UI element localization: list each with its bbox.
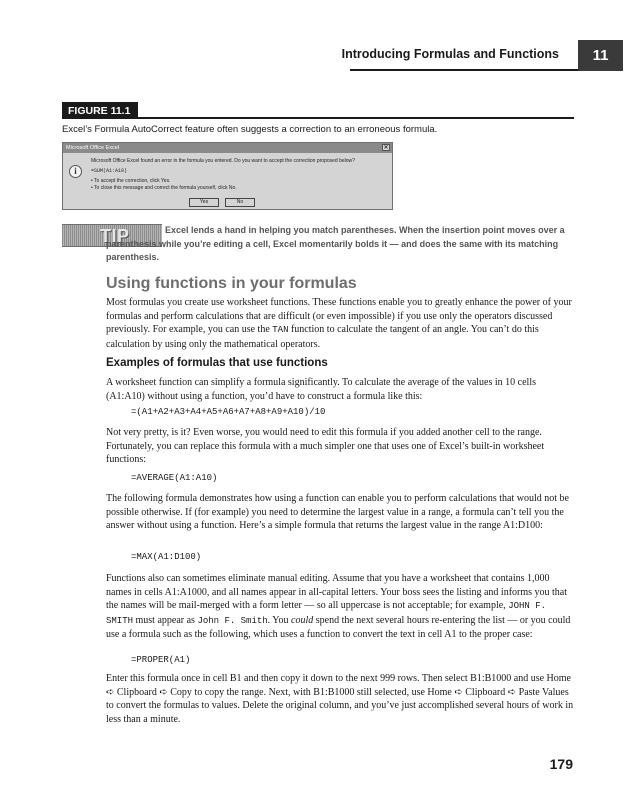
paragraph-5: Enter this formula once in cell B1 and then copy it down to the next 999 rows. Then select B1:B1000 and use Home ➪ Clipboard ➪ Copy to copy the range. Next, with B1:B1000 still selected, use Home ➪ Clipboard ➪ Paste Values to convert the formulas to values. Delete the original column, and you’ve just accomplished several hours of work in less than a minute. (106, 673, 574, 725)
name-propercase: John F. Smith (197, 615, 268, 626)
code-max: =MAX(A1:D100) (131, 552, 202, 562)
chapter-title: Introducing Formulas and Functions (341, 47, 559, 61)
figure-rule (62, 117, 574, 119)
chapter-number: 11 (578, 40, 623, 71)
dialog-proposal: =SUM(A1:A10) (91, 168, 128, 174)
code-average: =AVERAGE(A1:A10) (131, 473, 218, 483)
dialog-bullet-yes: • To accept the correction, click Yes. (91, 178, 171, 184)
paragraph-2: Not very pretty, is it? Even worse, you would need to edit this formula if you added another cell to the range. Fortunately, you can replace this formula with a much simpler one that uses one of Excel’s built-in worksheet functions: (106, 427, 545, 466)
header-rule (350, 69, 578, 71)
no-button[interactable]: No (225, 198, 255, 207)
figure-caption: Excel’s Formula AutoCorrect feature often suggests a correction to an erroneous formula. (62, 124, 438, 135)
subheading: Examples of formulas that use functions (106, 357, 328, 369)
intro-paragraph: Most formulas you create use worksheet functions. These functions enable you to greatly enhance the power of your formulas and perform calculations that are difficult (or even impossible) if you use only the operators discussed previously. For example, you can use the TAN function to calculate the tangent of an angle. You can’t do this calculation by using only the mathematical operators. (106, 297, 572, 350)
autocorrect-dialog (62, 142, 393, 210)
paragraph-3: The following formula demonstrates how using a function can enable you to perform calculations that would not be possible otherwise. If (for example) you need to determine the largest value in a range, a formula can’t tell you the answer without using a function. Here’s a simple formula that returns the largest value in the range A1:D100: (106, 493, 569, 532)
paragraph-4: Functions also can sometimes eliminate manual editing. Assume that you have a worksheet that contains 1,000 names in cells A1:A1000, and all names appear in all-capital letters. Your boss sees the listing and informs you that the names will be mail-merged with a form letter — so all uppercase is not acceptable; for example, JOHN F. SMITH must appear as John F. Smith. You could spend the next several hours re-entering the list — or you could use a formula such as the following, which uses a function to convert the text in cell A1 to the proper case: (106, 573, 571, 641)
page-number: 179 (549, 756, 573, 772)
section-heading: Using functions in your formulas (106, 275, 357, 292)
name-uppercase: JOHN F. SMITH (106, 601, 546, 626)
code-average-manual: =(A1+A2+A3+A4+A5+A6+A7+A8+A9+A10)/10 (131, 407, 326, 417)
code-proper: =PROPER(A1) (131, 655, 191, 665)
dialog-title: Microsoft Office Excel (66, 145, 120, 151)
tip-text: Excel lends a hand in helping you match parentheses. When the insertion point moves over a parenthesis while you’re editing a cell, Excel momentarily bolds it — and does the same with its matching parenthesis. (106, 225, 565, 262)
info-icon: i (69, 165, 82, 178)
tip-label: TIP (100, 226, 130, 246)
dialog-message: Microsoft Office Excel found an error in the formula you entered. Do you want to accept the correction proposed below? (91, 158, 355, 164)
tan-code: TAN (272, 325, 289, 336)
dialog-bullet-no: • To close this message and correct the formula yourself, click No. (91, 185, 237, 191)
yes-button[interactable]: Yes (189, 198, 219, 207)
figure-label: FIGURE 11.1 (62, 102, 138, 119)
close-icon[interactable]: ✕ (383, 145, 389, 151)
paragraph-1: A worksheet function can simplify a formula significantly. To calculate the average of the values in 10 cells (A1:A10) without using a function, you’d have to construct a formula like this: (106, 377, 536, 402)
dialog-titlebar (63, 143, 392, 153)
